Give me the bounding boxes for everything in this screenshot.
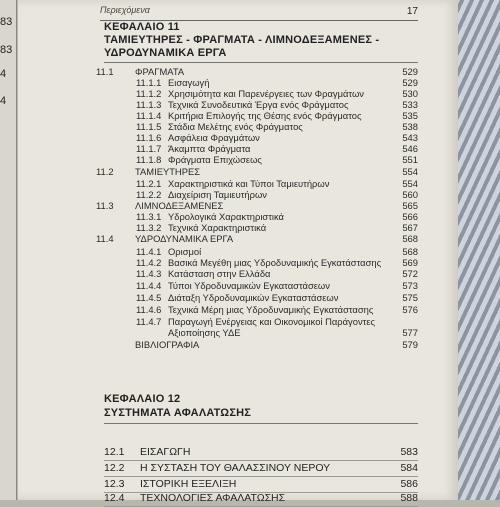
toc-entry-page: 530 (402, 88, 418, 99)
toc-entry-title: Η ΣΥΣΤΑΣΗ ΤΟΥ ΘΑΛΑΣΣΙΝΟΥ ΝΕΡΟΥ (140, 462, 331, 474)
toc-entry-number: 12.1 (104, 446, 125, 458)
toc-entry-title: Άκαμπτα Φράγματα (168, 143, 251, 154)
toc-entry (18, 233, 418, 244)
toc-entry (104, 444, 418, 461)
toc-entry-title: Κριτήρια Επιλογής της Θέσης ενός Φράγματος (168, 110, 362, 121)
running-title: Περιεχόμενα (100, 5, 150, 15)
chapter-12-title: ΣΥΣΤΗΜΑΤΑ ΑΦΑΛΑΤΩΣΗΣ (104, 407, 252, 419)
toc-entry-page: 588 (400, 492, 418, 504)
left-page-fragment: 83 (0, 16, 13, 28)
toc-entry (18, 316, 418, 327)
toc-entry-number: 11.2 (96, 166, 114, 177)
toc-entry-title: Ορισμοί (168, 246, 202, 257)
toc-entry-number: 11.1.8 (136, 154, 162, 165)
toc-entry-page: 576 (402, 304, 418, 315)
toc-entry (18, 143, 418, 154)
toc-entry (18, 166, 418, 177)
chapter-12-heading: ΚΕΦΑΛΑΙΟ 12 (104, 393, 181, 405)
toc-entry (18, 339, 418, 350)
toc-entry-number: 11.1.3 (136, 99, 162, 110)
toc-entry (18, 154, 418, 165)
toc-entry-title: Παραγωγή Ενέργειας και Οικονομικοί Παράγοντες (168, 316, 376, 327)
toc-entry-page: 529 (402, 66, 418, 77)
toc-entry-title: ΦΡΑΓΜΑΤΑ (135, 66, 185, 77)
toc-entry-number: 11.1.7 (136, 143, 162, 154)
toc-entry-page: 575 (402, 292, 418, 303)
toc-entry-page: 565 (402, 200, 418, 211)
page-header (100, 4, 418, 21)
toc-entry-page: 529 (402, 77, 418, 88)
toc-entry (18, 327, 418, 338)
toc-entry-page: 566 (402, 211, 418, 222)
toc-entry-page: 546 (402, 143, 418, 154)
page-number: 17 (406, 6, 418, 17)
toc-entry (104, 460, 418, 477)
left-page-fragment: 4 (0, 95, 7, 107)
toc-entry (18, 211, 418, 222)
chapter-11-title-line1: ΤΑΜΙΕΥΤΗΡΕΣ - ΦΡΑΓΜΑΤΑ - ΛΙΜΝΟΔΕΞΑΜΕΝΕΣ - (104, 34, 380, 46)
toc-entry-page: 583 (400, 446, 418, 458)
toc-entry-number: 11.4.6 (136, 304, 162, 315)
toc-entry-number: 11.3 (96, 200, 114, 211)
toc-entry-page: 577 (402, 327, 418, 338)
toc-entry-page: 533 (402, 99, 418, 110)
toc-entry-title: ΥΔΡΟΔΥΝΑΜΙΚΑ ΕΡΓΑ (135, 233, 234, 244)
toc-entry (18, 268, 418, 279)
toc-entry-title: Εισαγωγή (168, 77, 210, 88)
toc-entry-number: 11.4.5 (136, 292, 162, 303)
toc-entry-title: Τύποι Υδροδυναμικών Εγκαταστάσεων (168, 280, 330, 291)
toc-entry (18, 66, 418, 77)
toc-entry-page: 579 (402, 339, 418, 350)
left-page-fragment: 4 (0, 68, 7, 80)
toc-entry-number: 11.4.7 (136, 316, 162, 327)
toc-entry-page: 535 (402, 110, 418, 121)
toc-entry-title: Διαχείριση Ταμιευτήρων (168, 189, 267, 200)
toc-entry-number: 11.3.1 (136, 211, 162, 222)
toc-entry (104, 490, 418, 507)
chapter-12-divider (104, 423, 418, 424)
toc-entry-title: ΛΙΜΝΟΔΕΞΑΜΕΝΕΣ (135, 200, 224, 211)
chapter-11-heading: ΚΕΦΑΛΑΙΟ 11 (104, 21, 180, 33)
toc-entry-number: 11.1 (96, 66, 114, 77)
toc-entry (18, 132, 418, 143)
toc-entry-number: 12.3 (104, 478, 125, 490)
toc-entry-title: Χαρακτηριστικά και Τύποι Ταμιευτήρων (168, 178, 330, 189)
toc-entry (18, 222, 418, 233)
toc-entry-number: 11.2.2 (136, 189, 162, 200)
toc-entry-page: 554 (402, 166, 418, 177)
toc-entry (18, 189, 418, 200)
toc-entry-number: 11.1.2 (136, 88, 162, 99)
toc-entry-title: Φράγματα Επιχώσεως (168, 154, 262, 165)
toc-entry-page: 567 (402, 222, 418, 233)
chapter-11-title-line2: ΥΔΡΟΔΥΝΑΜΙΚΑ ΕΡΓΑ (104, 47, 227, 59)
toc-entry (18, 110, 418, 121)
toc-entry-title: Τεχνικά Χαρακτηριστικά (168, 222, 267, 233)
toc-entry-title: ΒΙΒΛΙΟΓΡΑΦΙΑ (135, 339, 200, 350)
toc-entry (18, 77, 418, 88)
left-page-edge (0, 0, 17, 500)
toc-entry-page: 543 (402, 132, 418, 143)
toc-entry-page: 586 (400, 478, 418, 490)
toc-entry-page: 568 (402, 246, 418, 257)
toc-entry-number: 11.4.4 (136, 280, 162, 291)
toc-entry (18, 200, 418, 211)
toc-entry-page: 569 (402, 257, 418, 268)
toc-entry-page: 554 (402, 178, 418, 189)
toc-entry-title: Τεχνικά Μέρη μιας Υδροδυναμικής Εγκατάστασης (168, 304, 374, 315)
toc-entry-number: 11.4 (96, 233, 114, 244)
toc-entry-number: 12.2 (104, 462, 125, 474)
toc-entry (18, 88, 418, 99)
toc-entry-title: ΙΣΤΟΡΙΚΗ ΕΞΕΛΙΞΗ (140, 478, 237, 490)
toc-entry-title: Υδρολογικά Χαρακτηριστικά (168, 211, 284, 222)
left-page-fragment: 83 (0, 44, 13, 56)
toc-entry-title: ΕΙΣΑΓΩΓΗ (140, 446, 191, 458)
toc-entry-title: Βασικά Μεγέθη μιας Υδροδυναμικής Εγκατάστασης (168, 257, 382, 268)
toc-entry-title: Τεχνικά Συνοδευτικά Έργα ενός Φράγματος (168, 99, 349, 110)
toc-entry (18, 304, 418, 315)
toc-entry (18, 99, 418, 110)
toc-entry-title: Αξιοποίησης ΥΔΕ (168, 327, 241, 338)
toc-entry-title: Κατάσταση στην Ελλάδα (168, 268, 271, 279)
toc-entry-page: 560 (402, 189, 418, 200)
toc-entry (18, 121, 418, 132)
toc-entry (18, 280, 418, 291)
toc-entry (18, 257, 418, 268)
toc-entry-title: Διάταξη Υδροδυναμικών Εγκαταστάσεων (168, 292, 339, 303)
toc-entry-number: 11.4.2 (136, 257, 162, 268)
toc-entry-number: 11.1.1 (136, 77, 162, 88)
toc-entry-title: Ασφάλεια Φραγμάτων (168, 132, 260, 143)
toc-entry-title: ΤΑΜΙΕΥΤΗΡΕΣ (135, 166, 201, 177)
toc-entry-number: 11.4.1 (136, 246, 162, 257)
toc-entry-page: 568 (402, 233, 418, 244)
toc-entry-page: 584 (400, 462, 418, 474)
toc-entry-page: 551 (402, 154, 418, 165)
toc-entry-number: 11.4.3 (136, 268, 162, 279)
toc-entry-page: 538 (402, 121, 418, 132)
toc-entry-title: ΤΕΧΝΟΛΟΓΙΕΣ ΑΦΑΛΑΤΩΣΗΣ (140, 492, 286, 504)
toc-entry (18, 246, 418, 257)
toc-entry (18, 178, 418, 189)
toc-entry (18, 292, 418, 303)
chapter-11-divider (104, 62, 418, 63)
book-page (18, 0, 458, 504)
toc-entry-title: Χρησιμότητα και Παρενέργειες των Φραγμάτων (168, 88, 364, 99)
toc-entry-title: Στάδια Μελέτης ενός Φράγματος (168, 121, 303, 132)
toc-entry-page: 573 (402, 280, 418, 291)
toc-entry-number: 12.4 (104, 492, 125, 504)
toc-entry-number: 11.1.4 (136, 110, 162, 121)
toc-entry-page: 572 (402, 268, 418, 279)
toc-entry-number: 11.1.5 (136, 121, 162, 132)
toc-entry-number: 11.2.1 (136, 178, 162, 189)
toc-entry-number: 11.1.6 (136, 132, 162, 143)
toc-entry-number: 11.3.2 (136, 222, 162, 233)
